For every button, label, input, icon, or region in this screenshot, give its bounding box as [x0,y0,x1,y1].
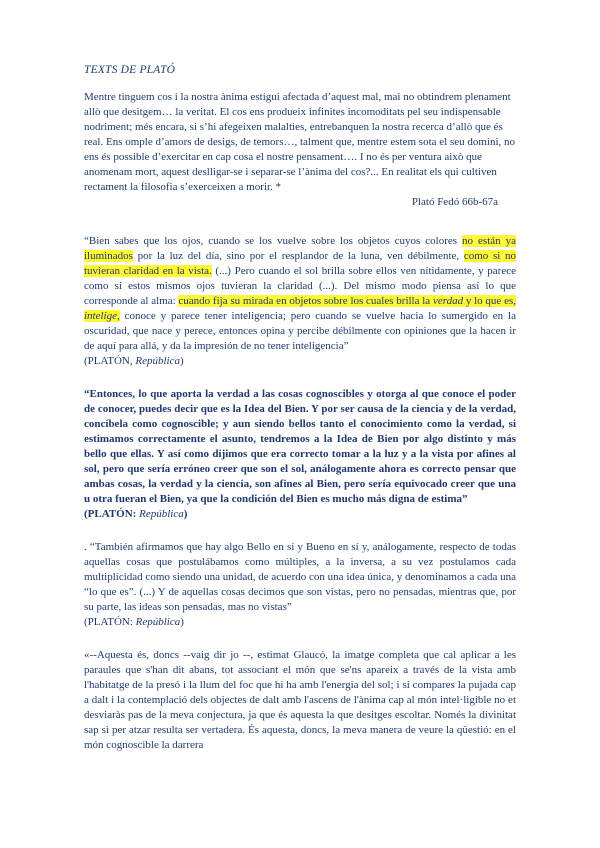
highlighted-text: como si no tuvieran claridad en la vista. [84,250,517,277]
source-end: ) [180,616,184,628]
source-author: (PLATÓN: [84,508,140,520]
document-title: TEXTS DE PLATÓ [84,64,176,76]
republica-quote-1-source [84,354,516,369]
republica-quote-3 [84,540,516,630]
source-work: República [135,616,181,628]
source-work: República [139,508,184,520]
highlighted-text: no están ya iluminados [84,235,517,262]
republica-quote-2 [84,387,516,522]
highlighted-text: cuando fija su mirada en objetos sobre los cuales brilla la [178,295,433,307]
source-end: ) [183,508,188,520]
source-author: (PLATÓN: [84,616,136,628]
republica-quote-1 [84,234,516,369]
text-run: conoce y parece tener inteligencia; pero cuando se vuelve hacia lo sumergido en la oscuridad, que nace y perece, entonces opina y percibe débilmente con opiniones que la hacen ir de aquí para allá, y da la impresión de no tener inteligencia” [84,310,516,352]
fedo-quote: Mentre tinguem cos i la nostra ànima estigui afectada d’aquest mal, mai no obtindrem plenament allò que desitgem… la veritat. El cos ens produeix infinites incomoditats pel seu indispensable nodriment; més encara, si s’hi afegeixen malalties, entrebanquen la nostra recerca d’allò que és real. Ens omple d’amors de desigs, de temors…, talment que, mentre estem sota el seu domini, no ens és possible d’exercitar en cap cosa el nostre pensament…. I no és per ventura això que anomenam mort, aquest deslligar-se i separar-se l’ànima del cos?... En realitat els qui cultiven rectament la filosofia s’exerceixen a morir. * [84,91,516,193]
text-run: por la luz del día, sino por el resplandor de la luna, ven débilmente, [132,250,464,262]
republica-quote-4 [84,648,516,753]
republica-quote-2-text: “Entonces, lo que aporta la verdad a las cosas cognoscibles y otorga al que conoce el poder de conocer, puedes decir que es la Idea del Bien. Y por ser causa de la ciencia y de la verdad, concíbela como cognoscible; y aun siendo bellos tanto el conocimiento como la verdad, si estimamos correctamente el asunto, tendremos a la Idea de Bien por algo distinto y más bello que ellas. Y así como dijimos que era correcto tomar a la luz y a la vista por afines al sol, pero que sería erróneo creer que son el sol, análogamente ahora es correcto pensar que ambas cosas, la verdad y la ciencia, son afines al Bien, pero sería equivocado creer que una u otra fueran el Bien, ya que la condición del Bien es mucho más digna de estima” [84,388,516,505]
republica-quote-4-text: «--Aquesta és, doncs --vaig dir jo --, estimat Glaucó, la imatge completa que cal aplicar a les paraules que s'han dit abans, tot associant el món que se'ns apareix a través de la vista amb l'habitatge de la presó i la llum del foc que hi ha amb l'energia del sol; i si compares la pujada cap a dalt i la contemplació dels objectes de dalt amb l'ascens de l'ànima cap al món intel·ligible no et desviaràs pas de la meva conjectura, ja que és aquesta la que desitges escoltar. Només la divinitat sap si per atzar resulta ser vertadera. És aquesta, doncs, la meva manera de veure la qüestió: en el món cognoscible la darrera [84,649,516,751]
republica-quote-3-text: . “También afirmamos que hay algo Bello en sí y Bueno en sí y, análogamente, respecto de todas aquellas cosas que postulábamos como múltiples, a la inversa, a su vez postulamos cada multiplicidad como siendo una unidad, de acuerdo con una idea única, y denominamos a cada una “lo que es”. (...) Y de aquellas cosas decimos que son vistas, pero no pensadas, mientras que, por su parte, las ideas son pensadas, mas no vistas” [84,541,516,613]
source-work: República [135,355,180,367]
text-run: (...) Pero cuando el sol brilla sobre ellos ven nítidamente, y parece como si estos mismos ojos tuvieran la claridad (...). Del mismo modo piensa así lo que corresponde al alma: [84,265,516,307]
highlighted-text: verdad [432,295,464,307]
source-author: (PLATÓN, [84,355,136,367]
fedo-citation: Plató Fedó 66b-67a [411,196,498,208]
republica-quote-3-source [84,615,516,630]
spacer [84,210,516,234]
highlighted-text: y lo que es, [463,295,516,307]
text-run: “Bien sabes que los ojos, cuando se los vuelve sobre los objetos cuyos colores [84,235,463,247]
highlighted-text: intelige, [84,310,120,322]
source-end: ) [179,355,184,367]
republica-quote-2-source [84,507,516,522]
republica-quote-1-text [84,234,516,354]
